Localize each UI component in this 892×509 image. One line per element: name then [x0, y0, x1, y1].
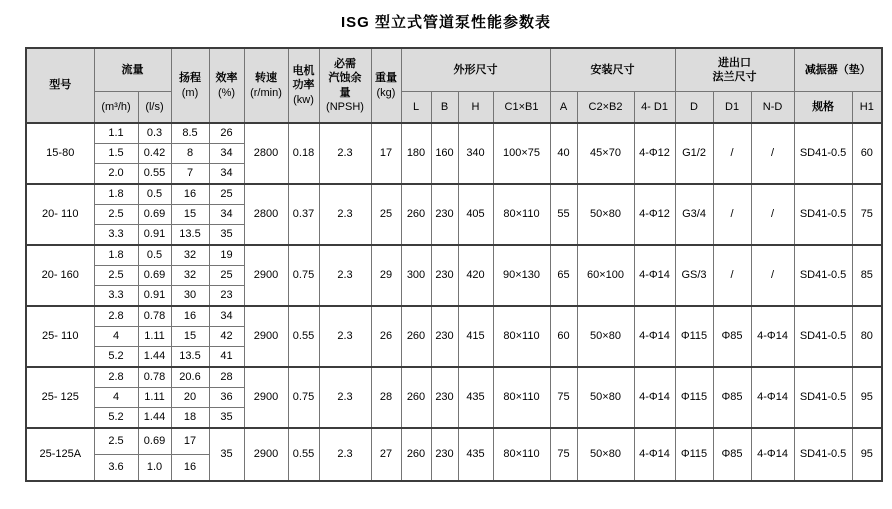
cell-L: 180 — [401, 123, 431, 184]
cell-D1: Φ85 — [713, 367, 751, 428]
cell-B: 230 — [431, 306, 458, 367]
cell-N-D: 4-Φ14 — [751, 306, 794, 367]
cell-4-D1: 4-Φ12 — [634, 184, 675, 245]
cell-4-D1: 4-Φ14 — [634, 245, 675, 306]
cell-efficiency: 35 — [209, 428, 244, 481]
cell-C1xB1: 90×130 — [493, 245, 550, 306]
cell-4-D1: 4-Φ14 — [634, 428, 675, 481]
col-header-C1xB1: C1×B1 — [493, 92, 550, 124]
cell-npsh: 2.3 — [319, 123, 371, 184]
cell-efficiency: 23 — [209, 286, 244, 307]
col-header-install: 安装尺寸 — [550, 48, 675, 92]
col-header-motor-power: 电机 功率 (kw) — [288, 48, 319, 123]
cell-B: 230 — [431, 245, 458, 306]
cell-flow-m3h: 2.5 — [94, 205, 138, 225]
cell-efficiency: 34 — [209, 306, 244, 327]
col-header-4-D1: 4- D1 — [634, 92, 675, 124]
cell-spec: SD41-0.5 — [794, 184, 852, 245]
data-row — [26, 428, 882, 455]
col-header-flow-m3h: (m³/h) — [94, 92, 138, 124]
cell-efficiency: 35 — [209, 408, 244, 429]
col-header-L: L — [401, 92, 431, 124]
cell-C2xB2: 45×70 — [577, 123, 634, 184]
data-row — [26, 123, 882, 144]
cell-L: 260 — [401, 367, 431, 428]
page-title: ISG 型立式管道泵性能参数表 — [340, 14, 551, 31]
cell-head: 8 — [171, 144, 209, 164]
col-header-flange: 进出口 法兰尺寸 — [675, 48, 794, 92]
cell-spec: SD41-0.5 — [794, 123, 852, 184]
cell-flow-ls: 1.0 — [138, 455, 171, 482]
cell-flow-ls: 0.42 — [138, 144, 171, 164]
cell-head: 20 — [171, 388, 209, 408]
cell-D: G3/4 — [675, 184, 713, 245]
col-header-head: 扬程 (m) — [171, 48, 209, 123]
cell-flow-m3h: 2.8 — [94, 367, 138, 388]
cell-flow-ls: 0.78 — [138, 367, 171, 388]
cell-flow-m3h: 5.2 — [94, 408, 138, 429]
cell-H1: 60 — [852, 123, 882, 184]
cell-speed: 2900 — [244, 306, 288, 367]
cell-D1: Φ85 — [713, 428, 751, 481]
cell-C1xB1: 80×110 — [493, 306, 550, 367]
col-header-spec: 规格 — [794, 92, 852, 124]
cell-C2xB2: 50×80 — [577, 367, 634, 428]
cell-speed: 2800 — [244, 123, 288, 184]
cell-flow-m3h: 3.3 — [94, 225, 138, 246]
cell-head: 8.5 — [171, 123, 209, 144]
cell-speed: 2900 — [244, 367, 288, 428]
col-header-A: A — [550, 92, 577, 124]
cell-D: G1/2 — [675, 123, 713, 184]
cell-weight: 17 — [371, 123, 401, 184]
data-row — [26, 367, 882, 388]
cell-flow-ls: 0.5 — [138, 184, 171, 205]
cell-efficiency: 35 — [209, 225, 244, 246]
cell-D: Φ115 — [675, 367, 713, 428]
cell-C1xB1: 80×110 — [493, 367, 550, 428]
cell-flow-m3h: 3.3 — [94, 286, 138, 307]
cell-spec: SD41-0.5 — [794, 428, 852, 481]
cell-N-D: 4-Φ14 — [751, 367, 794, 428]
cell-B: 230 — [431, 184, 458, 245]
cell-4-D1: 4-Φ12 — [634, 123, 675, 184]
cell-H: 435 — [458, 367, 493, 428]
table-body — [26, 123, 882, 481]
cell-D1: / — [713, 123, 751, 184]
cell-L: 260 — [401, 428, 431, 481]
cell-efficiency: 34 — [209, 144, 244, 164]
cell-efficiency: 42 — [209, 327, 244, 347]
cell-efficiency: 25 — [209, 266, 244, 286]
cell-flow-m3h: 4 — [94, 327, 138, 347]
cell-flow-ls: 0.55 — [138, 164, 171, 185]
cell-A: 40 — [550, 123, 577, 184]
cell-spec: SD41-0.5 — [794, 367, 852, 428]
cell-flow-ls: 0.5 — [138, 245, 171, 266]
cell-model: 25- 125 — [26, 367, 94, 428]
cell-speed: 2900 — [244, 428, 288, 481]
cell-flow-m3h: 1.5 — [94, 144, 138, 164]
cell-A: 75 — [550, 367, 577, 428]
cell-H1: 95 — [852, 367, 882, 428]
cell-flow-ls: 0.69 — [138, 266, 171, 286]
cell-flow-ls: 1.11 — [138, 388, 171, 408]
cell-B: 230 — [431, 428, 458, 481]
cell-A: 65 — [550, 245, 577, 306]
cell-C1xB1: 80×110 — [493, 428, 550, 481]
cell-flow-m3h: 2.5 — [94, 428, 138, 455]
cell-B: 160 — [431, 123, 458, 184]
cell-D1: Φ85 — [713, 306, 751, 367]
col-header-H: H — [458, 92, 493, 124]
cell-H: 435 — [458, 428, 493, 481]
cell-flow-m3h: 4 — [94, 388, 138, 408]
cell-head: 16 — [171, 455, 209, 482]
cell-flow-m3h: 3.6 — [94, 455, 138, 482]
cell-efficiency: 28 — [209, 367, 244, 388]
cell-C2xB2: 50×80 — [577, 428, 634, 481]
cell-head: 32 — [171, 245, 209, 266]
cell-flow-ls: 0.78 — [138, 306, 171, 327]
cell-head: 20.6 — [171, 367, 209, 388]
col-header-D1: D1 — [713, 92, 751, 124]
cell-power: 0.55 — [288, 428, 319, 481]
cell-weight: 25 — [371, 184, 401, 245]
cell-flow-ls: 0.91 — [138, 286, 171, 307]
cell-power: 0.18 — [288, 123, 319, 184]
cell-power: 0.75 — [288, 367, 319, 428]
cell-head: 15 — [171, 327, 209, 347]
cell-efficiency: 34 — [209, 205, 244, 225]
cell-head: 16 — [171, 306, 209, 327]
cell-C1xB1: 100×75 — [493, 123, 550, 184]
cell-H1: 85 — [852, 245, 882, 306]
cell-H1: 95 — [852, 428, 882, 481]
cell-C2xB2: 60×100 — [577, 245, 634, 306]
cell-weight: 29 — [371, 245, 401, 306]
cell-N-D: / — [751, 123, 794, 184]
data-row — [26, 184, 882, 205]
data-row — [26, 245, 882, 266]
cell-npsh: 2.3 — [319, 245, 371, 306]
cell-power: 0.37 — [288, 184, 319, 245]
cell-model: 15-80 — [26, 123, 94, 184]
cell-flow-m3h: 1.8 — [94, 245, 138, 266]
cell-head: 7 — [171, 164, 209, 185]
cell-flow-m3h: 1.8 — [94, 184, 138, 205]
cell-flow-ls: 0.91 — [138, 225, 171, 246]
col-header-weight: 重量 (kg) — [371, 48, 401, 123]
cell-speed: 2900 — [244, 245, 288, 306]
cell-D: Φ115 — [675, 306, 713, 367]
cell-flow-ls: 0.69 — [138, 205, 171, 225]
cell-D: Φ115 — [675, 428, 713, 481]
cell-flow-m3h: 2.0 — [94, 164, 138, 185]
cell-H: 415 — [458, 306, 493, 367]
cell-A: 60 — [550, 306, 577, 367]
cell-D: GS/3 — [675, 245, 713, 306]
cell-model: 20- 110 — [26, 184, 94, 245]
cell-weight: 28 — [371, 367, 401, 428]
cell-L: 300 — [401, 245, 431, 306]
cell-npsh: 2.3 — [319, 428, 371, 481]
col-header-flow: 流量 — [94, 48, 171, 92]
cell-model: 25-125A — [26, 428, 94, 481]
cell-N-D: 4-Φ14 — [751, 428, 794, 481]
cell-D1: / — [713, 184, 751, 245]
cell-4-D1: 4-Φ14 — [634, 367, 675, 428]
cell-speed: 2800 — [244, 184, 288, 245]
cell-efficiency: 41 — [209, 347, 244, 368]
col-header-H1: H1 — [852, 92, 882, 124]
cell-B: 230 — [431, 367, 458, 428]
cell-npsh: 2.3 — [319, 184, 371, 245]
col-header-damper: 减振器（垫） — [794, 48, 882, 92]
cell-head: 13.5 — [171, 225, 209, 246]
cell-C2xB2: 50×80 — [577, 306, 634, 367]
cell-N-D: / — [751, 184, 794, 245]
cell-flow-m3h: 2.5 — [94, 266, 138, 286]
cell-A: 55 — [550, 184, 577, 245]
cell-L: 260 — [401, 306, 431, 367]
cell-H: 340 — [458, 123, 493, 184]
col-header-B: B — [431, 92, 458, 124]
cell-weight: 26 — [371, 306, 401, 367]
cell-H1: 80 — [852, 306, 882, 367]
table-header — [26, 48, 882, 123]
cell-head: 16 — [171, 184, 209, 205]
cell-spec: SD41-0.5 — [794, 245, 852, 306]
cell-head: 17 — [171, 428, 209, 455]
cell-npsh: 2.3 — [319, 367, 371, 428]
cell-efficiency: 34 — [209, 164, 244, 185]
col-header-flow-ls: (l/s) — [138, 92, 171, 124]
cell-C2xB2: 50×80 — [577, 184, 634, 245]
cell-flow-m3h: 2.8 — [94, 306, 138, 327]
cell-flow-ls: 0.69 — [138, 428, 171, 455]
cell-weight: 27 — [371, 428, 401, 481]
cell-head: 32 — [171, 266, 209, 286]
cell-A: 75 — [550, 428, 577, 481]
col-header-C2xB2: C2×B2 — [577, 92, 634, 124]
col-header-dimensions: 外形尺寸 — [401, 48, 550, 92]
cell-efficiency: 26 — [209, 123, 244, 144]
cell-model: 20- 160 — [26, 245, 94, 306]
col-header-D: D — [675, 92, 713, 124]
cell-N-D: / — [751, 245, 794, 306]
cell-power: 0.75 — [288, 245, 319, 306]
cell-flow-ls: 0.3 — [138, 123, 171, 144]
col-header-N-D: N-D — [751, 92, 794, 124]
col-header-speed: 转速 (r/min) — [244, 48, 288, 123]
cell-flow-ls: 1.44 — [138, 408, 171, 429]
cell-H1: 75 — [852, 184, 882, 245]
cell-head: 18 — [171, 408, 209, 429]
cell-L: 260 — [401, 184, 431, 245]
cell-flow-ls: 1.11 — [138, 327, 171, 347]
cell-npsh: 2.3 — [319, 306, 371, 367]
cell-model: 25- 110 — [26, 306, 94, 367]
cell-flow-m3h: 5.2 — [94, 347, 138, 368]
data-row — [26, 306, 882, 327]
cell-power: 0.55 — [288, 306, 319, 367]
cell-C1xB1: 80×110 — [493, 184, 550, 245]
col-header-model: 型号 — [26, 48, 94, 123]
cell-head: 13.5 — [171, 347, 209, 368]
col-header-npsh: 必需 汽蚀余 量 (NPSH) — [319, 48, 371, 123]
cell-H: 420 — [458, 245, 493, 306]
pump-parameters-table — [25, 47, 883, 482]
cell-efficiency: 25 — [209, 184, 244, 205]
cell-flow-m3h: 1.1 — [94, 123, 138, 144]
col-header-efficiency: 效率 (%) — [209, 48, 244, 123]
cell-efficiency: 19 — [209, 245, 244, 266]
cell-D1: / — [713, 245, 751, 306]
cell-H: 405 — [458, 184, 493, 245]
cell-spec: SD41-0.5 — [794, 306, 852, 367]
cell-flow-ls: 1.44 — [138, 347, 171, 368]
cell-4-D1: 4-Φ14 — [634, 306, 675, 367]
cell-efficiency: 36 — [209, 388, 244, 408]
cell-head: 15 — [171, 205, 209, 225]
cell-head: 30 — [171, 286, 209, 307]
